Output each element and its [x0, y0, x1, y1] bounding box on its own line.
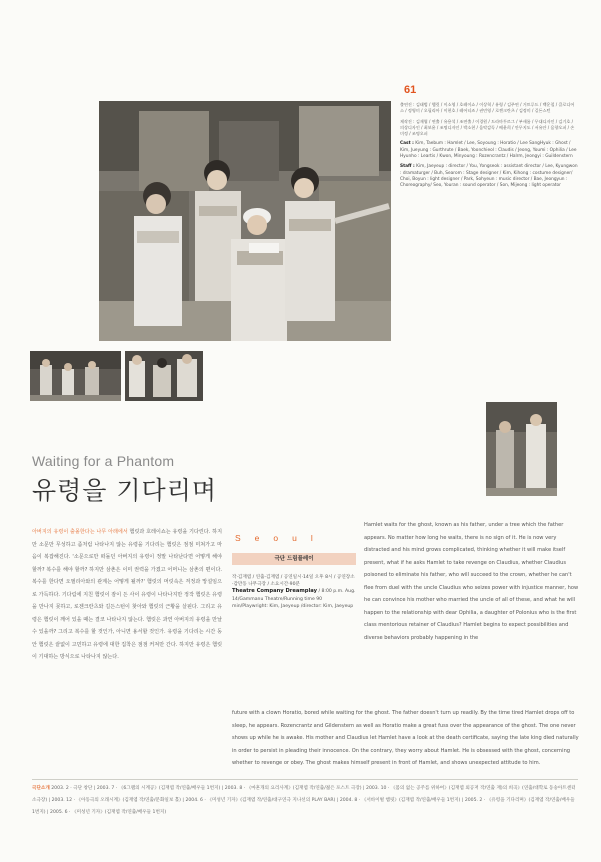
cast-ko: 출연진 : 김태범 / 햄릿 / 이소영 / 호레이쇼 / 이상혁 / 유령 / 김주연 / 거트루드 / 백운철 / 클로디어스 / 정영미 / 오필리아 / 이현호 / 레어티즈 / 권민영 / 로젠크란츠 / 김정미 / 길든스턴 — [400, 102, 575, 114]
city-label: Seoul — [235, 533, 327, 543]
title-english: Waiting for a Phantom — [32, 453, 175, 469]
page-number: 61 — [404, 84, 417, 96]
theater-company-bar: 극단 드림플레이 — [232, 553, 356, 565]
theater-info-en-text: / 8:00 p.m. Aug. 14/Gammanu Theatre/Running time 90 min/Playwright: Kim, Jaeyeup /director: Kim, Jaeyeup — [232, 589, 356, 609]
cast-label: Cast : — [400, 141, 414, 147]
company-history — [32, 783, 578, 820]
thumbnail-photo-2 — [125, 351, 203, 401]
body-korean-text: 햄릿과 호레이쇼는 유령을 기다린다. 하지만 소문만 무성하고 좀처럼 나타나지 않는 유령을 기다리는 햄릿은 점점 미쳐가고 마음이 복잡해진다. '소문으로만 떠돌던 아버지의 유령이 정말 나타난다면 어떻게 해야 할까? 복수를 해야 할까? 하지만 삼촌은 이미 권력을 가졌고 어머니는 삼촌의 편이다. 복수를 한다면 오필리아와의 관계는 어떻게 될까?' 햄릿의 머릿속은 걱정과 망설임으로 가득하다. 기다림에 지친 햄릿이 잠이 든 사이 유령이 나타나지만 정작 햄릿은 유령을 만나지 못하고, 로젠크란츠와 길든스턴이 찾아와 햄릿의 근황을 살핀다. 그리고 유령은 햄릿이 깨어 있을 때는 결코 나타나지 않는다. 햄릿은 과연 아버지의 유령을 만날 수 있을까? 그리고 복수를 할 것인가, 아니면 용서할 것인가. 유령을 기다리는 시간 동안 햄릿은 끝없이 고민하고 유령에 대한 집착은 점점 커져만 간다. 하지만 유령은 햄릿이 기대하는 방식으로 나타나지 않는다. — [32, 529, 222, 660]
theater-info-en — [232, 588, 356, 610]
staff-ko: 제작진 : 김재엽 / 연출 / 유용석 / 조연출 / 이경원 / 드라마투르그 / 부새롬 / 무대디자인 / 김기호 / 의상디자인 / 최보윤 / 조명디자인 / 박소현 / 음악감독 / 배윤희 / 안무지도 / 서유안 / 음향오퍼 / 손미정 / 조명오퍼 — [400, 118, 575, 137]
body-korean — [32, 526, 222, 664]
credits-block — [400, 102, 578, 194]
theater-company-en: Theatre Company Dreamplay — [232, 588, 317, 595]
title-korean: 유령을 기다리며 — [32, 476, 217, 505]
staff-label: Staff : — [400, 164, 415, 170]
cast-en — [400, 141, 578, 160]
side-production-photo — [486, 402, 557, 496]
body-korean-lead: 아버지의 유령이 출몰한다는 나무 아래에서 — [32, 529, 128, 535]
body-english-bottom: future with a clown Horatio, bored while waiting for the ghost. The father doesn't turn up readily. By the time tired Hamlet drops off to sleep, he appears. Rozencrantz and Gildenstern as well as Horatio make a great fuss over the appearance of the ghost. The one never shows up while he is awake. His mother and Claudius let Hamlet have a look at the death certificate, saying the late king died naturally in order to persist in pleading their innocence. On the contrary, they worry about Hamlet. He is obsessed with the ghost, concerning whether to revenge or obey. The ghost makes himself present in front of Hamlet, and shows unexpected attitude to him. — [232, 710, 579, 766]
history-text: 2003. 2 · 극단 창단 | 2003. 7 · 《6그램의 시계공》(김재엽 작/연출/배우들 1번지) | 2003. 8 · 《마흔개의 요리사계》(김재엽 작/연출/젊은 포스트 극장) | 2003. 10 · 《몸의 없는 공주를 위하여》(김재엽 외공저 작/연출 재)의 희곡》(연출/대학로 동숭아트센터 소극장) | 2003. 12 · 《아동극의 오래시계》(김재엽 작/연출/문화일보 홀) | 2004. 6 · 《미성년 기자》(김재엽 작/연출/대구연극 지나선의 PLAY BAR) | 2004. 8 · 《서바이벌 햄릿》(김재엽 작/연출/배우들 1번지) | 2005. 2 · 《유령을 기다리며》(김재엽 작/연출/배우들 1번지) | 2005. 6 · 《미성년 기자》(김재엽 작/연출/배우들 1번지) — [32, 786, 576, 816]
thumbnail-photo-1 — [30, 351, 121, 401]
cast-en-text: Kim, Taebum : Hamlet / Lee, Soyoung : Horatio / Lee SangHyuk : Ghost / Kim, Jueyung : Gurthrute / Baek, Yoonchieol : Claudis / Jeong, Youmi : Ophilia / Lee Hyunho : Leartis / Kwon, Minyoung : Rozencrantz / Halrm, Jeongyi : Guildenstern — [400, 141, 577, 160]
theater-info — [232, 574, 356, 610]
body-english-top: Hamlet waits for the ghost, known as his father, under a tree which the father appears. No matter how long he waits, there is no sign of it. He is now very distracted and his mind grows complicated, thinking whether it will make itself present, what if he asks Hamlet to take revenge on Claudius, whether Claudius poisoned to eliminate his father, who will succeed to the crown, whether he can't flee from duel with the uncle Claudius who seizes power with injustice manner, how he can convince his mother who married the uncle of all of these, and what he will happen to the relationship with dear Ophilia, a daughter of Polonius who is the first class mentorious retainer of Claudius? Hamlet begins to expect possibilities and diverse behaviors probably happening in the — [364, 522, 579, 641]
history-label: 극단소개 — [32, 786, 50, 791]
staff-en — [400, 164, 578, 189]
main-production-photo — [99, 101, 391, 341]
footer-divider — [32, 779, 578, 780]
staff-en-text: Kim, Jaeyeup : director / You, Yongseok : assistant director / Lee, Kyungwon : dramaturger / Buh, Searom : Stage designer / Kim, Kihong : costume designer/ Choi, Boyun : light designer / Park, Sohyeun : music director / Bae, Jeongyun : Choreography/ Seo, Youran : sound operator / Son, Mijeong : light operator — [400, 164, 578, 189]
theater-info-ko: 작·김재엽 / 연출·김재엽 / 공연일시·14일 오후 8시 / 공연장소·감만동 나무극장 / 소요시간·90분 — [232, 575, 355, 588]
